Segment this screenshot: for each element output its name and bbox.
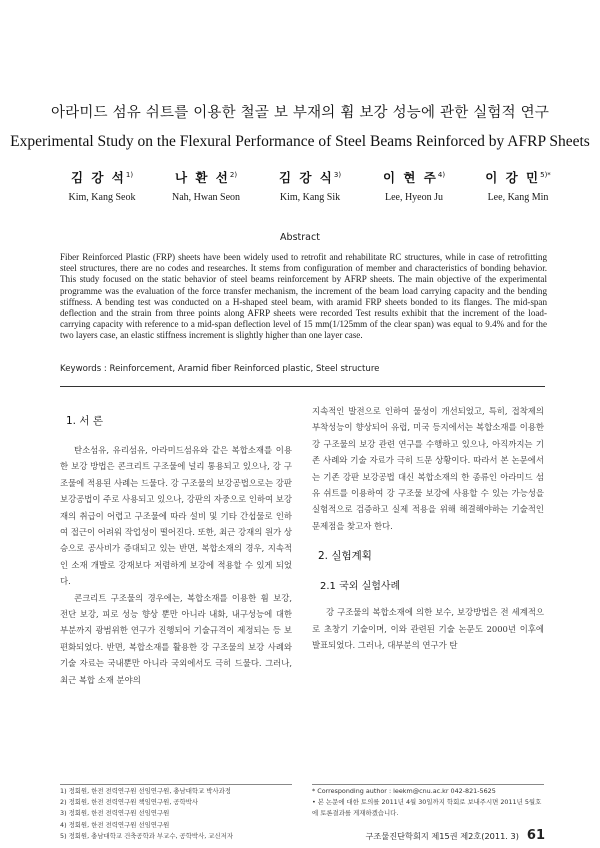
author-1 <box>50 168 154 203</box>
journal-citation: 구조물진단학회지 제15권 제2호(2011. 3) <box>365 831 519 841</box>
divider <box>60 386 545 387</box>
footnote-divider-right <box>312 784 544 785</box>
section-heading-intro: 1. 서 론 <box>66 415 103 427</box>
subsection-heading-overseas: 2.1 국외 실험사례 <box>320 581 401 593</box>
left-column <box>60 403 292 688</box>
abstract-heading: Abstract <box>280 232 320 243</box>
footnote: 4) 정회원, 한전 전력연구원 선임연구원 <box>60 820 170 829</box>
author-4 <box>362 168 466 203</box>
footnote-corresponding: * Corresponding author : leekm@cnu.ac.kr 042-821-5625 <box>312 787 496 795</box>
author-name-en: Kim, Kang Sik <box>279 192 341 203</box>
author-name-en: Kim, Kang Seok <box>68 192 136 203</box>
footnote: 1) 정회원, 한전 전력연구원 선임연구원, 충남대학교 박사과정 <box>60 787 231 795</box>
footnote: 5) 정회원, 충남대학교 건축공학과 부교수, 공학박사, 교신저자 <box>60 831 234 840</box>
author-affil-mark: 3) <box>333 170 342 179</box>
author-name-en: Lee, Kang Min <box>487 192 549 203</box>
author-list <box>50 168 570 203</box>
footnotes-right <box>312 786 544 820</box>
author-affil-mark: 4) <box>437 170 446 179</box>
keywords: Keywords : Reinforcement, Aramid fiber Reinforced plastic, Steel structure <box>60 364 380 374</box>
title-korean: 아라미드 섬유 쉬트를 이용한 철골 보 부재의 휨 보강 성능에 관한 실험적 연구 <box>50 105 550 121</box>
author-affil-mark: 5)* <box>540 170 551 179</box>
footnote-divider-left <box>60 784 292 785</box>
intro-paragraph-1: 탄소섬유, 유리섬유, 아라미드섬유와 같은 복합소재를 이용한 보강 방법은 콘크리트 구조물에 널리 통용되고 있으나, 강 구조물에 적용된 사례는 드물다. 강 구조물의 보강공법으로는 강판 보강공법이 주로 사용되고 있으나, 강판의 자중으로 인하여 보강재의 취급이 어렵고 구조물에 따라 설비 및 기타 간섭물로 인하여 접근이 어려워 작업성이 떨어진다. 또한, 최근 강재의 원가 상승으로 공사비가 증대되고 있는 반면, 복합소재의 경우, 지속적인 소재 개발로 강재보다 저렴하게 보강에 적용할 수 있게 되었다. <box>60 445 292 587</box>
author-name-kr: 김 강 석 <box>70 170 126 185</box>
page-number: 61 <box>526 828 545 843</box>
footnote: 2) 정회원, 한전 전력연구원 책임연구원, 공학박사 <box>60 798 199 807</box>
author-name-en: Nah, Hwan Seon <box>171 192 241 203</box>
author-name-kr: 나 환 선 <box>174 170 230 185</box>
footnote-discussion: • 본 논문에 대한 토의를 2011년 4월 30일까지 학회로 보내주시면 2011년 5월호에 토론결과를 게재하겠습니다. <box>312 798 542 818</box>
abstract-text: Fiber Reinforced Plastic (FRP) sheets have been widely used to retrofit and rehabilitate RC structures, while in case of retrofitting steel structures, there are no codes and researches. It stems from configuration of member and characteristics of bonding behavior. This study focused on the static behavior of steel beams reinforcement by AFRP sheets. The main objective of the experimental programme was the evaluation of the force transfer mechanism, the increment of the beam load carrying capacity and the bending stiffness. A bending test was conducted on a H-shaped steel beam, with aramid FRP sheets bonded to its flanges. The mid-span deflection and the strain from three points along AFRP sheets were recorded Test results exhibit that the increment of the load-carrying capacity with reference to a mid-span deflection level of 15 mm(1/125mm of the clear span) was equal to 9.4% and for the two layers case, an elastic stiffness increment is slightly higher than one layer case. <box>60 252 547 341</box>
author-affil-mark: 2) <box>229 170 238 179</box>
right-column <box>312 403 544 653</box>
intro-paragraph-continued: 지속적인 발전으로 인하여 물성이 개선되었고, 특히, 접착제의 부착성능이 향상되어 유럽, 미국 등지에서는 복합소재를 이용한 강 구조물의 보강 관련 연구를 수행하고 있으나, 아직까지는 기존 사례와 기술 자료가 극히 드문 상황이다. 따라서 본 논문에서는 기존 강판 보강공법 대신 복합소재의 한 종류인 아라미드 섬유 쉬트를 이용하여 강 구조물 보강에 사용할 수 있는 가능성을 실험적으로 검증하고 실제 적용을 위해 해결해야하는 기술적인 문제점을 찾고자 한다. <box>312 406 544 531</box>
author-name-kr: 김 강 식 <box>278 170 334 185</box>
overseas-paragraph: 강 구조물의 복합소재에 의한 보수, 보강방법은 전 세계적으로 초창기 기술이며, 이와 관련된 기술 논문도 2000년 이후에 발표되었다. 그러나, 대부분의 연구가 탄 <box>312 607 544 651</box>
author-3 <box>258 168 362 203</box>
author-affil-mark: 1) <box>125 170 134 179</box>
footnote: 3) 정회원, 한전 전력연구원 선임연구원 <box>60 809 170 818</box>
keywords-text: Reinforcement, Aramid fiber Reinforced plastic, Steel structure <box>109 364 380 374</box>
author-name-kr: 이 강 민 <box>485 170 541 185</box>
keywords-label: Keywords <box>60 364 102 374</box>
author-name-kr: 이 현 주 <box>382 170 438 185</box>
footnotes-left <box>60 786 292 842</box>
intro-paragraph-2: 콘크리트 구조물의 경우에는, 복합소재를 이용한 휨 보강, 전단 보강, 피로 성능 향상 뿐만 아니라 내화, 내구성능에 대한 부분까지 광범위한 연구가 진행되어 기술규격이 제정되는 등 보편화되었다. 반면, 복합소재를 활용한 강 구조물의 보강 사례와 기술 자료는 국내뿐만 아니라 국외에서도 극히 드물다. 그러나, 최근 복합 소재 분야의 <box>60 592 292 685</box>
section-heading-experiment: 2. 실험계획 <box>318 550 372 563</box>
author-5 <box>466 168 570 203</box>
page-footer <box>340 828 545 843</box>
author-2 <box>154 168 258 203</box>
title-english: Experimental Study on the Flexural Performance of Steel Beams Reinforced by AFRP Sheets <box>10 133 590 150</box>
author-name-en: Lee, Hyeon Ju <box>384 192 444 203</box>
